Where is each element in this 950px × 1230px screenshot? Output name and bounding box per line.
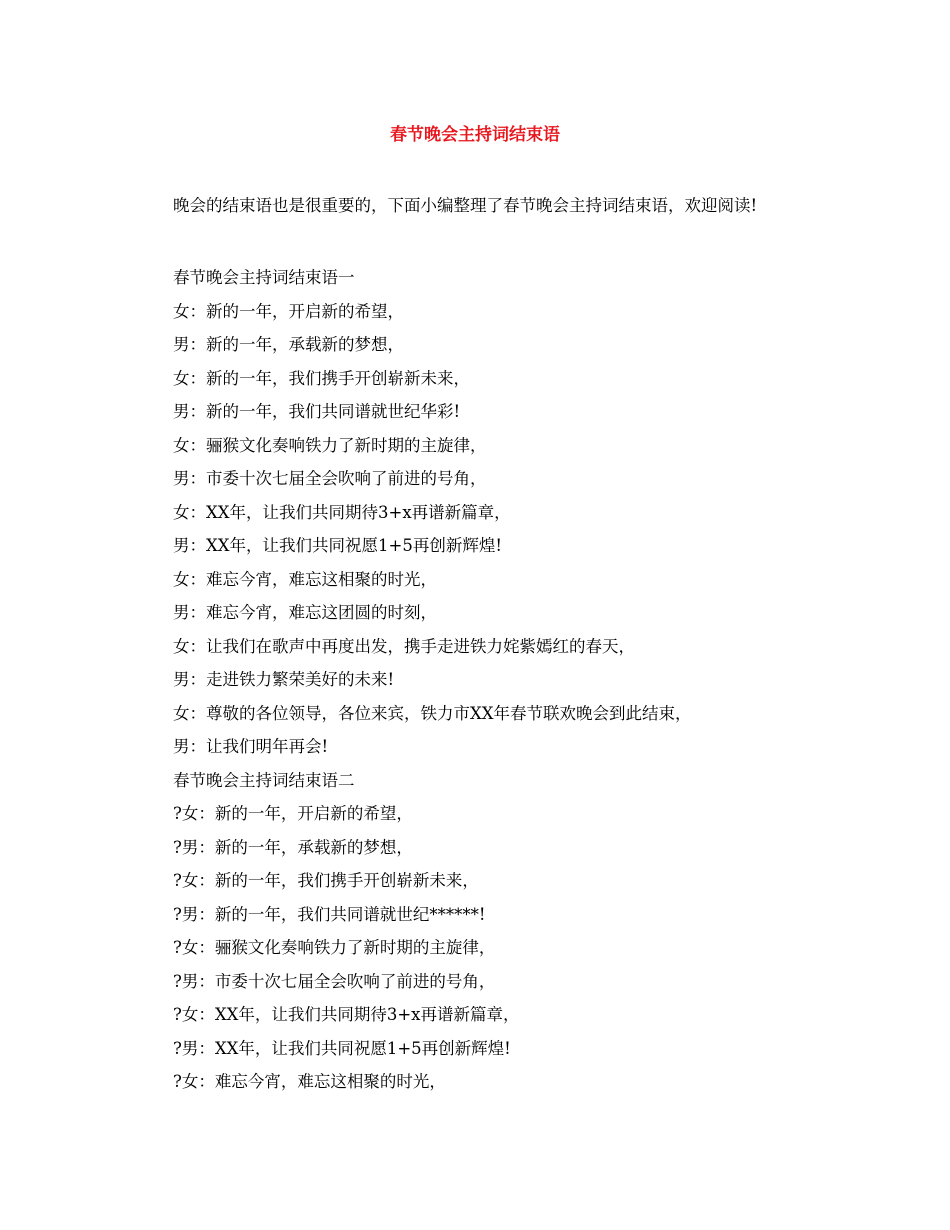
script-line: 女：难忘今宵，难忘这相聚的时光， — [173, 569, 437, 589]
script-line: 男：难忘今宵，难忘这团圆的时刻， — [173, 603, 437, 622]
intro-paragraph: 晚会的结束语也是很重要的，下面小编整理了春节晚会主持词结束语，欢迎阅读! — [173, 196, 758, 215]
script-line: 男：XX年，让我们共同祝愿1+5再创新辉煌! — [173, 536, 502, 555]
script-line: 男：走进铁力繁荣美好的未来! — [173, 670, 395, 689]
script-lines — [173, 261, 833, 1099]
script-line: 男：新的一年，承载新的梦想， — [173, 335, 404, 354]
script-line: 女：让我们在歌声中再度出发，携手走进铁力姹紫嫣红的春天， — [173, 636, 635, 656]
section-heading-2: 春节晚会主持词结束语二 — [173, 770, 355, 790]
script-line: 男：新的一年，我们共同谱就世纪华彩! — [173, 402, 461, 421]
script-line: ?男：XX年，让我们共同祝愿1+5再创新辉煌! — [173, 1038, 511, 1058]
script-line: 女：骊猴文化奏响铁力了新时期的主旋律， — [173, 435, 487, 455]
section-heading-1: 春节晚会主持词结束语一 — [173, 268, 355, 287]
script-line: 男：让我们明年再会! — [173, 737, 329, 756]
script-line: 女：尊敬的各位领导，各位来宾，铁力市XX年春节联欢晚会到此结束， — [173, 703, 692, 723]
script-line: ?女：骊猴文化奏响铁力了新时期的主旋律， — [173, 938, 496, 957]
document-title: 春节晚会主持词结束语 — [390, 125, 560, 145]
script-line: ?男：新的一年，承载新的梦想， — [173, 837, 413, 857]
script-line: ?女：新的一年，开启新的希望， — [173, 804, 413, 823]
script-line: 女：新的一年，开启新的希望， — [173, 301, 404, 321]
script-line: 男：市委十次七届全会吹响了前进的号角， — [173, 469, 487, 488]
script-line: ?女：难忘今宵，难忘这相聚的时光， — [173, 1072, 446, 1091]
script-line: 女：XX年，让我们共同期待3+x再谱新篇章， — [173, 502, 511, 522]
script-line: ?男：市委十次七届全会吹响了前进的号角， — [173, 971, 496, 991]
script-line: ?男：新的一年，我们共同谱就世纪******! — [173, 904, 486, 924]
script-line: ?女：新的一年，我们携手开创崭新未来， — [173, 871, 479, 890]
script-line: 女：新的一年，我们携手开创崭新未来， — [173, 368, 470, 388]
script-line: ?女：XX年，让我们共同期待3+x再谱新篇章， — [173, 1005, 520, 1024]
